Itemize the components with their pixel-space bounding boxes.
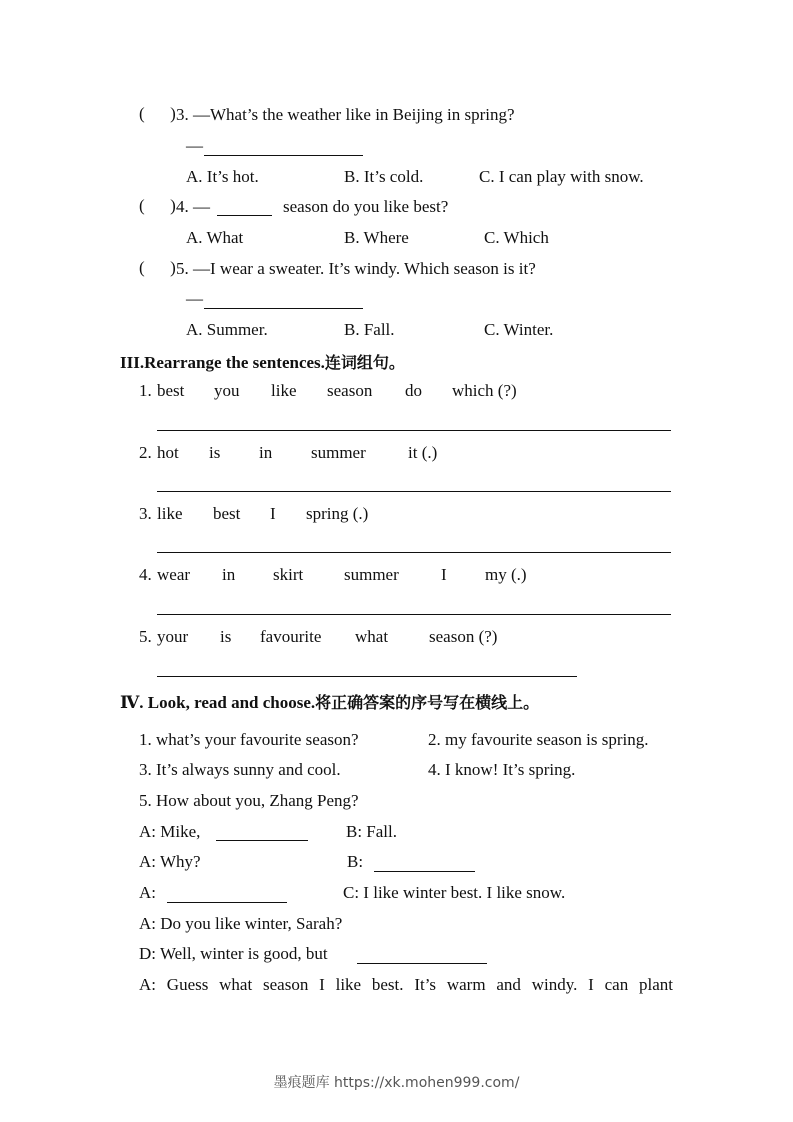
answer-paren[interactable]: ( ): [139, 196, 176, 215]
option-b[interactable]: B. Fall.: [344, 320, 395, 339]
question-stem: 5. —I wear a sweater. It’s windy. Which season is it?: [176, 259, 536, 278]
choice-5: 5. How about you, Zhang Peng?: [139, 791, 359, 810]
word: season (?): [429, 627, 498, 646]
word: you: [214, 381, 240, 400]
word: skirt: [273, 565, 304, 584]
item-number: 1.: [139, 381, 152, 400]
answer-line[interactable]: [157, 552, 671, 553]
dialogue-a3: A:: [139, 883, 156, 902]
section-3-heading: [120, 350, 405, 373]
choice-1: 1. what’s your favourite season?: [139, 730, 359, 749]
item-number: 2.: [139, 443, 152, 462]
word: summer: [311, 443, 366, 462]
dash: —: [186, 136, 203, 155]
word: which (?): [452, 381, 517, 400]
dialogue-blank-2[interactable]: [374, 871, 475, 872]
section-4-title: Ⅳ. Look, read and choose.: [120, 693, 316, 712]
footer-watermark: 墨痕题库 https://xk.mohen999.com/: [273, 1075, 520, 1091]
question-stem-start: 4. —: [176, 197, 210, 216]
word: do: [405, 381, 422, 400]
word: in: [222, 565, 236, 584]
section-3-title: III.Rearrange the sentences.: [120, 353, 325, 372]
answer-line[interactable]: [157, 614, 671, 615]
word: best: [213, 504, 241, 523]
option-a[interactable]: A. What: [186, 228, 244, 247]
word: what: [355, 627, 389, 646]
dialogue-blank-1[interactable]: [216, 840, 308, 841]
answer-blank[interactable]: [204, 155, 363, 156]
word: it (.): [408, 443, 438, 462]
option-a[interactable]: A. Summer.: [186, 320, 268, 339]
dialogue-b2: B:: [347, 852, 364, 871]
question-stem-end: season do you like best?: [283, 197, 449, 216]
section-3-title-cn: 连词组句。: [324, 353, 405, 372]
word: like: [157, 504, 183, 523]
word: is: [220, 627, 232, 646]
answer-line[interactable]: [157, 676, 577, 677]
option-c[interactable]: C. I can play with snow.: [479, 167, 644, 186]
word: my (.): [485, 565, 527, 584]
option-b[interactable]: B. It’s cold.: [344, 167, 424, 186]
answer-blank[interactable]: [217, 215, 272, 216]
word: season: [327, 381, 373, 400]
dialogue-a5: A: Guess what season I like best. It’s warm and windy. I can plant: [139, 975, 673, 994]
choice-3: 3. It’s always sunny and cool.: [139, 760, 341, 779]
item-number: 4.: [139, 565, 152, 584]
word: best: [157, 381, 185, 400]
answer-paren[interactable]: ( ): [139, 258, 176, 277]
answer-line[interactable]: [157, 430, 671, 431]
word: your: [157, 627, 189, 646]
dialogue-a2: A: Why?: [139, 852, 201, 871]
item-number: 3.: [139, 504, 152, 523]
dialogue-blank-3[interactable]: [167, 902, 287, 903]
option-a[interactable]: A. It’s hot.: [186, 167, 259, 186]
word: spring (.): [306, 504, 369, 523]
option-b[interactable]: B. Where: [344, 228, 409, 247]
word: is: [209, 443, 221, 462]
word: hot: [157, 443, 179, 462]
item-number: 5.: [139, 627, 152, 646]
word: wear: [157, 565, 191, 584]
answer-blank[interactable]: [204, 308, 363, 309]
dialogue-d1: D: Well, winter is good, but: [139, 944, 328, 963]
dialogue-b1: B: Fall.: [346, 822, 398, 841]
word: summer: [344, 565, 399, 584]
answer-paren[interactable]: ( ): [139, 104, 176, 123]
option-c[interactable]: C. Which: [484, 228, 549, 247]
dialogue-blank-4[interactable]: [357, 963, 487, 964]
section-4-title-cn: 将正确答案的序号写在横线上。: [315, 693, 540, 712]
dialogue-c1: C: I like winter best. I like snow.: [343, 883, 566, 902]
word: I: [441, 565, 447, 584]
dash: —: [186, 289, 203, 308]
choice-2: 2. my favourite season is spring.: [428, 730, 649, 749]
answer-line[interactable]: [157, 491, 671, 492]
dialogue-a4: A: Do you like winter, Sarah?: [139, 914, 343, 933]
question-stem: 3. —What’s the weather like in Beijing in spring?: [176, 105, 515, 124]
word: like: [271, 381, 297, 400]
section-4-heading: [120, 690, 539, 713]
word: in: [259, 443, 273, 462]
choice-4: 4. I know! It’s spring.: [428, 760, 576, 779]
option-c[interactable]: C. Winter.: [484, 320, 554, 339]
word: I: [270, 504, 276, 523]
word: favourite: [260, 627, 322, 646]
dialogue-a1: A: Mike,: [139, 822, 201, 841]
